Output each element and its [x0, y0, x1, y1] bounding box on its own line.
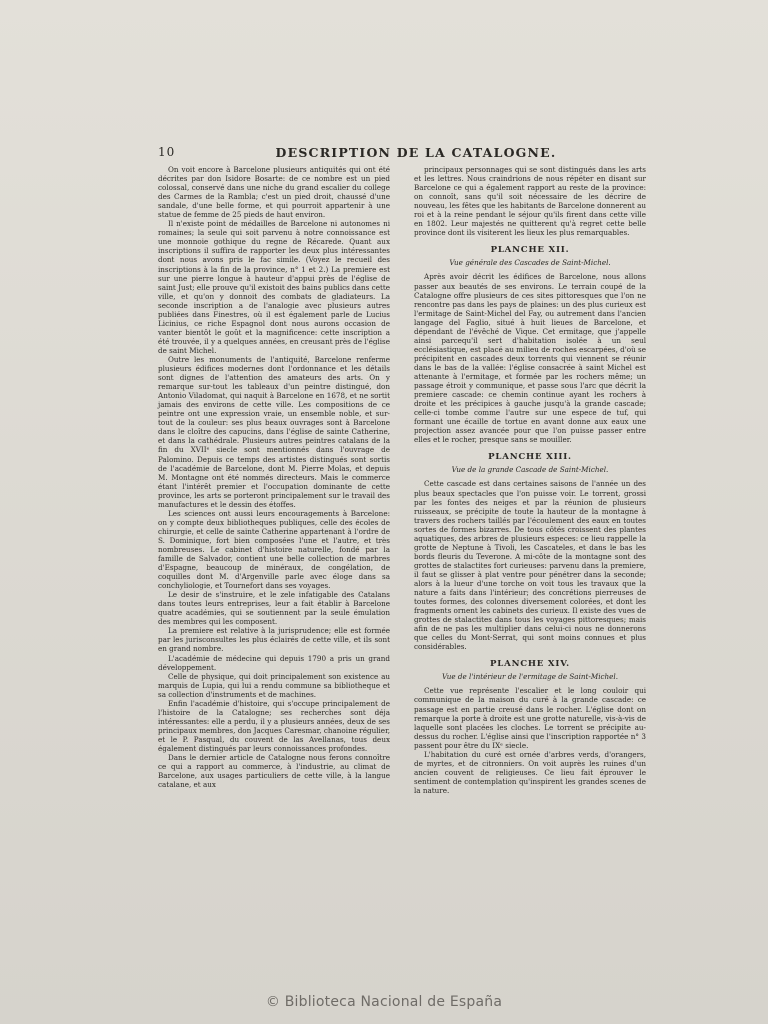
- paragraph: Outre les monuments de l'antiquité, Barcelone renferme plusieurs édifices modernes dont l'ordonnance et les détails sont dignes de l'attention des amateurs des arts. On y remarque sur-tout les tableaux d'un peintre distingué, don Antonio Viladomat, qui naquit à Barcelone en 1678, et ne sortit jamais des environs de cette ville. Les compositions de ce peintre ont une expression vraie, un ensemble noble, et sur-tout de la couleur: ses plus beaux ouvrages sont à Barcelone dans le cloître des capucins, dans l'église de sainte Catherine, et dans la cathédrale. Plusieurs autres peintres catalans de la fin du XVIIᵉ siecle sont mentionnés dans l'ouvrage de Palomino. Depuis ce temps des artistes distingués sont sortis de l'académie de Barcelone, dont M. Pierre Molas, et depuis M. Montagne ont été nommés directeurs. Mais le commerce étant l'intérêt premier et l'occupation dominante de cette province, les arts se porteront principalement sur le travail des manufactures et le dessin des étoffes.: [158, 354, 390, 509]
- paragraph: On voit encore à Barcelone plusieurs antiquités qui ont été décrites par don Isidore Bosarte: de ce nombre est un pied colossal, conservé dans une niche du grand escalier du college des Carmes de la Rambla; c'est un pied droit, chaussé d'une sandale, d'une belle forme, et qui pourroit appartenir à une statue de femme de 25 pieds de haut environ.: [158, 165, 390, 220]
- paragraph: L'habitation du curé est ornée d'arbres verds, d'orangers, de myrtes, et de citronniers. On voit auprès les ruines d'un ancien couvent de religieuses. Ce lieu fait éprouver le sentiment de contemplation qu'inspirent les grandes scenes de la nature.: [414, 749, 646, 795]
- paragraph: Celle de physique, qui doit principalement son existence au marquis de Lupia, qui lui a rendu commune sa bibliotheque et sa collection d'instruments et de machines.: [158, 671, 390, 699]
- paragraph: Cette vue représente l'escalier et le long couloir qui communique de la maison du curé à la grande cascade: ce passage est en partie creusé dans le rocher. L'église dont on remarque la porte à droite est une grotte naturelle, vis-à-vis de laquelle sont placées les cloches. Le torrent se précipite au-dessus du rocher. L'église ainsi que l'inscription rapportée n° 3 passent pour être du IXᵉ siecle.: [414, 686, 646, 750]
- plate-heading: PLANCHE XIII.: [488, 452, 572, 463]
- paragraph: Après avoir décrit les édifices de Barcelone, nous allons passer aux beautés de ses environs. Le terrain coupé de la Catalogne offre plusieurs de ces sites pittoresques que l'on ne rencontre pas dans les pays de plaines: un des plus curieux est l'ermitage de Saint-Michel del Fay, ou autrement dans l'ancien langage del Faglio, situé à huit lieues de Barcelone, et dépendant de l'évêché de Vique. Cet ermitage, que j'appelle ainsi parcequ'il sert d'habitation isolée à un seul ecclésiastique, est placé au milieu de roches escarpées, d'où se précipitent en cascades deux torrents qui viennent se réunir dans le bas de la vallée: l'église consacrée à saint Michel est attenante à l'ermitage, et formée par les rochers même; un passage étroit y communique, et passe sous l'arc que décrit la premiere cascade: ce chemin continue ayant les rochers à droite et les précipices à gauche jusqu'à la grande cascade; celle-ci tombe comme l'autre sur une espece de tuf, qui formant une écaille de tortue en avant donne aux eaux une projection assez avancée pour que l'on puisse passer entre elles et le rocher, presque sans se mouiller.: [414, 272, 646, 445]
- plate-heading: PLANCHE XIV.: [490, 659, 570, 670]
- paragraph: Les sciences ont aussi leurs encouragements à Barcelone: on y compte deux bibliotheques publiques, celle des écoles de chirurgie, et celle de sainte Catherine appartenant à l'ordre de S. Dominique, fort bien composées l'une et l'autre, et très nombreuses. Le cabinet d'histoire naturelle, fondé par la famille de Salvador, contient une belle collection de marbres d'Espagne, beaucoup de minéraux, de congélation, de coquilles dont M. d'Argenville parle avec éloge dans sa conchyliologie, et Tournefort dans ses voyages.: [158, 508, 390, 591]
- paragraph: Cette cascade est dans certaines saisons de l'année un des plus beaux spectacles que l'on puisse voir. Le torrent, grossi par les fontes des neiges et par la réunion de plusieurs ruisseaux, se précipite de toute la hauteur de la montagne à travers des rochers taillés par l'écoulement des eaux en toutes sortes de formes bizarres. De tous côtés croissent des plantes aquatiques, des arbres de plusieurs especes: ce lieu rappelle la grotte de Neptune à Tivoli, les Cascateles, et dans le bas les bords fleuris du Teverone. A mi-côte de la montagne sont des grottes de stalactites fort curieuses: parvenu dans la premiere, il faut se glisser à plat ventre pour pénétrer dans la seconde; alors à la lueur d'une torche on voit tous les travaux que la nature a faits dans l'intérieur; des concrétions pierreuses de toutes formes, des colonnes diversement colorées, et dont les fragments ornent les cabinets des curieux. Il existe des vues de grottes de stalactites dans tous les voyages pittoresques; mais afin de ne pas les multiplier dans celui-ci nous ne donnerons que celles du Mont-Serrat, qui sont moins connues et plus considérables.: [414, 479, 646, 652]
- paragraph: Il n'existe point de médailles de Barcelone ni autonomes ni romaines; la seule qui soit parvenu à notre connoissance est une monnoie gothique du regne de Récarede. Quant aux inscriptions il suffira de rapporter les deux plus intéressantes dont nous avons pris le fac simile. (Voyez le recueil des inscriptions à la fin de la province, n° 1 et 2.) La premiere est sur une pierre longue à hauteur d'appui près de l'église de saint Just; elle prouve qu'il existoit des bains publics dans cette ville, et qu'on y donnoit des combats de gladiateurs. La seconde inscription a de l'analogie avec plusieurs autres publiées dans Finestres, où il est également parle de Lucius Licinius, ce riche Espagnol dont nous aurons occasion de vanter bientôt le goût et la magnificence: cette inscription a été trouvée, il y a quelques années, en creusant près de l'église de saint Michel.: [158, 219, 390, 355]
- page-title: DESCRIPTION DE LA CATALOGNE.: [275, 145, 557, 160]
- paragraph: Enfin l'académie d'histoire, qui s'occupe principalement de l'histoire de la Catalogne; ses recherches sont déja intéressantes: elle a perdu, il y a plusieurs années, deux de ses principaux membres, don Jacques Caresmar, chanoine régulier, et le P. Pasqual, du couvent de las Avellanas, tous deux également distingués par leurs connoissances profondes.: [158, 698, 390, 753]
- plate-heading: PLANCHE XII.: [490, 245, 570, 256]
- left-column: [158, 165, 390, 789]
- plate-caption: Vue de la grande Cascade de Saint-Michel.: [451, 465, 609, 475]
- page-number: 10: [158, 145, 176, 159]
- running-head: [158, 145, 646, 163]
- copyright-watermark: © Biblioteca Nacional de España: [265, 994, 503, 1010]
- plate-caption: Vue de l'intérieur de l'ermitage de Saint-Michel.: [442, 672, 618, 682]
- right-column: [414, 165, 646, 795]
- paragraph: Dans le dernier article de Catalogne nous ferons connoître ce qui a rapport au commerce, à l'industrie, au climat de Barcelone, aux usages particuliers de cette ville, à la langue catalane, et aux: [158, 753, 390, 790]
- paragraph: L'académie de médecine qui depuis 1790 a pris un grand développement.: [158, 653, 390, 672]
- paragraph: Le desir de s'instruire, et le zele infatigable des Catalans dans toutes leurs entreprises, leur a fait établir à Barcelone quatre académies, qui se soutiennent par la seule émulation des membres qui les composent.: [158, 590, 390, 627]
- plate-caption: Vue générale des Cascades de Saint-Michel.: [449, 258, 611, 268]
- paragraph: principaux personnages qui se sont distingués dans les arts et les lettres. Nous craindrions de nous répéter en disant sur Barcelone ce qui a également rapport au reste de la province: on connoît, sans qu'il soit nécessaire de les décrire de nouveau, les fêtes que les habitants de Barcelone donnerent au roi et à la reine pendant le séjour qu'ils firent dans cette ville en 1802. Leur majestés ne quitterent qu'à regret cette belle province dont ils visiterent les lieux les plus remarquables.: [414, 165, 646, 238]
- paragraph: La premiere est relative à la jurisprudence; elle est formée par les jurisconsultes les plus éclairés de cette ville, et ils sont en grand nombre.: [158, 626, 390, 654]
